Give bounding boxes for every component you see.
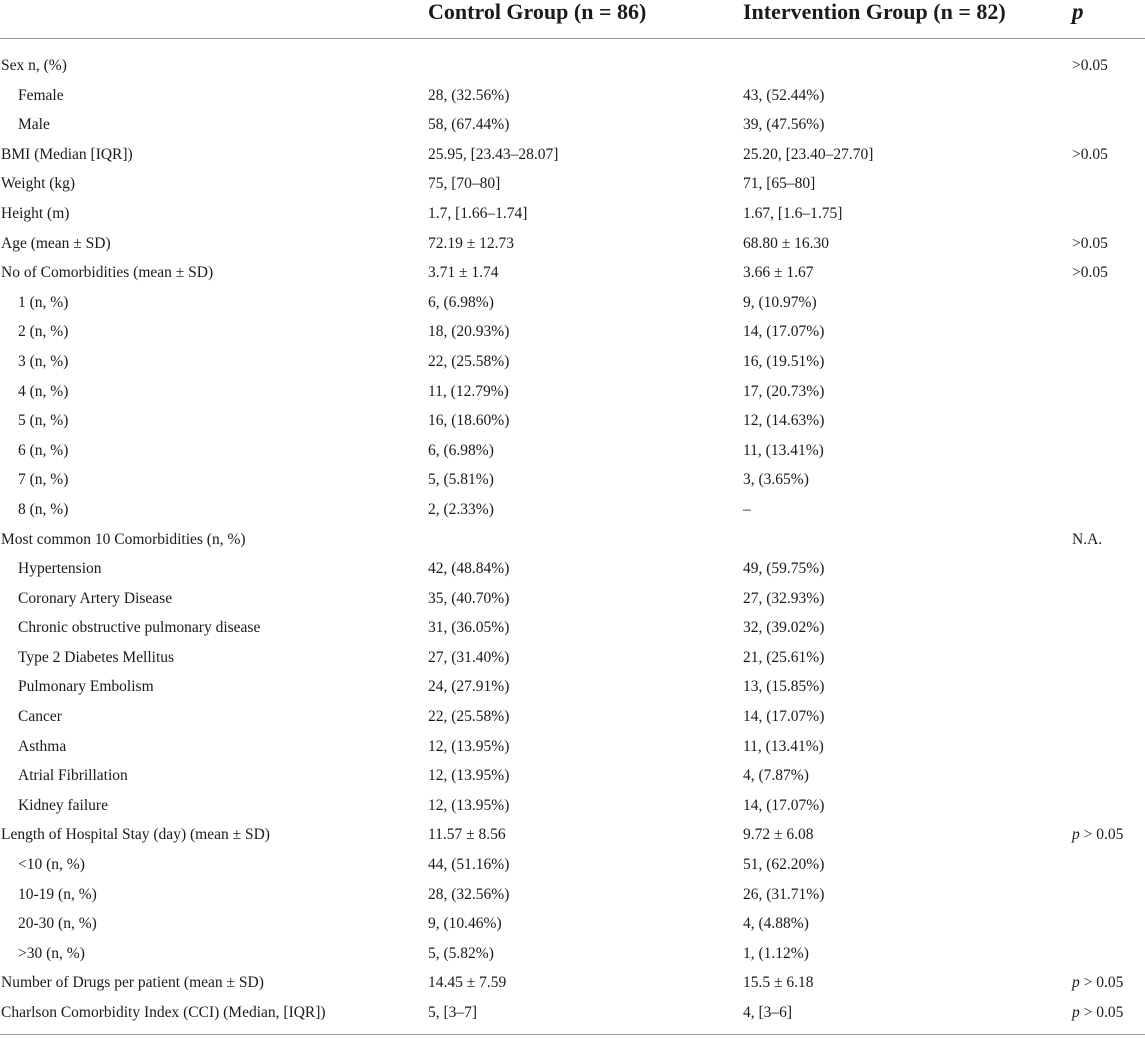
- table-row: [0, 909, 1145, 939]
- control-group-value: 24, (27.91%): [428, 678, 510, 696]
- control-group-value: 14.45 ± 7.59: [428, 974, 507, 992]
- control-group-value: 9, (10.46%): [428, 915, 502, 933]
- p-value: [1072, 347, 1145, 377]
- table-body: [0, 39, 1145, 1035]
- table-row: [0, 39, 1145, 81]
- control-group-value: 27, (31.40%): [428, 648, 510, 666]
- p-value: >0.05: [1072, 57, 1108, 74]
- table-row: [0, 554, 1145, 584]
- row-label: 4 (n, %): [18, 382, 69, 400]
- row-label: 5 (n, %): [18, 412, 69, 430]
- intervention-group-value: 26, (31.71%): [743, 885, 825, 903]
- control-group-value: 11.57 ± 8.56: [428, 826, 506, 844]
- table-row: [0, 643, 1145, 673]
- p-value: [1072, 317, 1145, 347]
- control-group-value: 16, (18.60%): [428, 412, 510, 430]
- control-group-value: 1.7, [1.66–1.74]: [428, 204, 528, 222]
- p-value: [1072, 169, 1145, 199]
- control-group-value: 75, [70–80]: [428, 175, 501, 193]
- table-row: [0, 288, 1145, 318]
- control-group-value: 5, (5.81%): [428, 471, 494, 489]
- table-row: [0, 495, 1145, 525]
- p-value: [1072, 968, 1145, 998]
- p-value: [1072, 732, 1145, 762]
- table-row: [0, 436, 1145, 466]
- control-group-value: 28, (32.56%): [428, 885, 510, 903]
- intervention-group-value: 14, (17.07%): [743, 323, 825, 341]
- table-row: [0, 169, 1145, 199]
- p-value: [1072, 288, 1145, 318]
- p-value: [1072, 939, 1145, 969]
- p-symbol: p: [1072, 1004, 1080, 1021]
- intervention-group-value: 4, (7.87%): [743, 767, 809, 785]
- row-label: Coronary Artery Disease: [18, 589, 173, 607]
- table-row: [0, 968, 1145, 998]
- intervention-group-value: 9.72 ± 6.08: [743, 826, 814, 844]
- row-label: Weight (kg): [1, 175, 76, 193]
- intervention-group-value: 21, (25.61%): [743, 648, 825, 666]
- p-value: >0.05: [1072, 264, 1108, 282]
- p-value: [1072, 761, 1145, 791]
- control-group-value: 22, (25.58%): [428, 352, 510, 370]
- table-row: [0, 880, 1145, 910]
- control-group-value: 12, (13.95%): [428, 737, 510, 755]
- row-label: No of Comorbidities (mean ± SD): [1, 264, 214, 282]
- table-row: [0, 820, 1145, 850]
- intervention-group-value: 14, (17.07%): [743, 796, 825, 814]
- table-row: [0, 229, 1145, 259]
- p-value: [1072, 584, 1145, 614]
- intervention-group-value: 14, (17.07%): [743, 708, 825, 726]
- control-group-value: 25.95, [23.43–28.07]: [428, 145, 559, 163]
- p-threshold: > 0.05: [1079, 974, 1124, 992]
- control-group-value: 35, (40.70%): [428, 589, 510, 607]
- control-group-value: [428, 525, 743, 555]
- control-group-value: 28, (32.56%): [428, 86, 510, 104]
- intervention-group-value: 43, (52.44%): [743, 86, 825, 104]
- header-label-column: [0, 0, 428, 39]
- row-label: Atrial Fibrillation: [18, 767, 128, 785]
- intervention-group-value: 1, (1.12%): [743, 944, 809, 962]
- p-value: >0.05: [1072, 234, 1108, 252]
- row-label: 1 (n, %): [18, 293, 69, 311]
- row-label: 20-30 (n, %): [18, 915, 97, 933]
- table-row: [0, 584, 1145, 614]
- p-value: N.A.: [1072, 530, 1103, 548]
- header-control-group: Control Group (n = 86): [428, 0, 743, 39]
- intervention-group-value: 11, (13.41%): [743, 441, 824, 459]
- row-label: Kidney failure: [18, 796, 108, 814]
- intervention-group-value: [743, 39, 1072, 81]
- row-label: Hypertension: [18, 560, 102, 578]
- control-group-value: 3.71 ± 1.74: [428, 264, 499, 282]
- row-label: Most common 10 Comorbidities (n, %): [1, 530, 246, 548]
- p-value: [1072, 643, 1145, 673]
- p-value: [1072, 554, 1145, 584]
- table-row: [0, 140, 1145, 170]
- intervention-group-value: 27, (32.93%): [743, 589, 825, 607]
- intervention-group-value: 4, [3–6]: [743, 998, 1072, 1034]
- intervention-group-value: 11, (13.41%): [743, 737, 824, 755]
- intervention-group-value: 1.67, [1.6–1.75]: [743, 204, 843, 222]
- table-row: [0, 347, 1145, 377]
- header-row: [0, 0, 1145, 39]
- intervention-group-value: 32, (39.02%): [743, 619, 825, 637]
- p-value: [1072, 406, 1145, 436]
- table-row: [0, 939, 1145, 969]
- intervention-group-value: 51, (62.20%): [743, 856, 825, 874]
- row-label: Chronic obstructive pulmonary disease: [18, 619, 261, 637]
- control-group-value: 2, (2.33%): [428, 500, 494, 518]
- row-label: 6 (n, %): [18, 441, 69, 459]
- row-label: Number of Drugs per patient (mean ± SD): [1, 974, 264, 992]
- table-row: [0, 110, 1145, 140]
- control-group-value: 12, (13.95%): [428, 796, 510, 814]
- table-row: [0, 525, 1145, 555]
- p-value: [1072, 998, 1145, 1034]
- control-group-value: 31, (36.05%): [428, 619, 510, 637]
- table-row: [0, 672, 1145, 702]
- control-group-value: 22, (25.58%): [428, 708, 510, 726]
- control-group-value: [428, 39, 743, 81]
- row-label: Height (m): [1, 204, 70, 222]
- control-group-value: 72.19 ± 12.73: [428, 234, 515, 252]
- row-label: Asthma: [18, 737, 67, 755]
- table-row: [0, 791, 1145, 821]
- intervention-group-value: [743, 525, 1072, 555]
- table-row: [0, 465, 1145, 495]
- row-label: Charlson Comorbidity Index (CCI) (Median, [IQR]): [0, 998, 428, 1034]
- p-value: >0.05: [1072, 145, 1108, 163]
- control-group-value: 12, (13.95%): [428, 767, 510, 785]
- row-label: Cancer: [18, 708, 62, 726]
- row-label: Pulmonary Embolism: [18, 678, 154, 696]
- table-row: [0, 377, 1145, 407]
- p-value: [1072, 820, 1145, 850]
- row-label: 10-19 (n, %): [18, 885, 97, 903]
- row-label: >30 (n, %): [18, 944, 85, 962]
- table-row: [0, 317, 1145, 347]
- table-row: [0, 850, 1145, 880]
- row-label: 2 (n, %): [18, 323, 69, 341]
- p-value: [1072, 702, 1145, 732]
- table-row: [0, 81, 1145, 111]
- row-label: <10 (n, %): [18, 856, 85, 874]
- intervention-group-value: 12, (14.63%): [743, 412, 825, 430]
- table-row: [0, 406, 1145, 436]
- control-group-value: 6, (6.98%): [428, 441, 494, 459]
- row-label: Male: [18, 116, 50, 134]
- header-p-value: p: [1072, 0, 1145, 39]
- p-symbol: p: [1072, 826, 1080, 844]
- row-label: Female: [18, 86, 64, 104]
- intervention-group-value: 17, (20.73%): [743, 382, 825, 400]
- p-value: [1072, 436, 1145, 466]
- p-threshold: > 0.05: [1079, 1004, 1124, 1021]
- p-value: [1072, 465, 1145, 495]
- table-row: [0, 998, 1145, 1034]
- p-value: [1072, 850, 1145, 880]
- intervention-group-value: 68.80 ± 16.30: [743, 234, 830, 252]
- intervention-group-value: 13, (15.85%): [743, 678, 825, 696]
- p-symbol: p: [1072, 974, 1080, 992]
- row-label: Sex n, (%): [1, 57, 67, 74]
- p-value: [1072, 880, 1145, 910]
- p-value: [1072, 377, 1145, 407]
- intervention-group-value: 9, (10.97%): [743, 293, 817, 311]
- p-value: [1072, 672, 1145, 702]
- row-label: 7 (n, %): [18, 471, 69, 489]
- control-group-value: 42, (48.84%): [428, 560, 510, 578]
- table-row: [0, 613, 1145, 643]
- row-label: Age (mean ± SD): [1, 234, 111, 252]
- row-label: Length of Hospital Stay (day) (mean ± SD): [1, 826, 270, 844]
- intervention-group-value: 39, (47.56%): [743, 116, 825, 134]
- intervention-group-value: 4, (4.88%): [743, 915, 809, 933]
- control-group-value: 58, (67.44%): [428, 116, 510, 134]
- intervention-group-value: 49, (59.75%): [743, 560, 825, 578]
- intervention-group-value: 25.20, [23.40–27.70]: [743, 145, 874, 163]
- header-intervention-group: Intervention Group (n = 82): [743, 0, 1072, 39]
- p-value: [1072, 81, 1145, 111]
- control-group-value: 5, (5.82%): [428, 944, 494, 962]
- intervention-group-value: 3, (3.65%): [743, 471, 809, 489]
- p-value: [1072, 613, 1145, 643]
- table-row: [0, 199, 1145, 229]
- intervention-group-value: 16, (19.51%): [743, 352, 825, 370]
- row-label: BMI (Median [IQR]): [1, 145, 133, 163]
- row-label: Type 2 Diabetes Mellitus: [18, 648, 175, 666]
- control-group-value: 11, (12.79%): [428, 382, 509, 400]
- row-label: 3 (n, %): [18, 352, 69, 370]
- table-row: [0, 761, 1145, 791]
- p-value: [1072, 199, 1145, 229]
- row-label: 8 (n, %): [18, 500, 69, 518]
- intervention-group-value: –: [743, 500, 751, 518]
- table-header: [0, 0, 1145, 39]
- control-group-value: 5, [3–7]: [428, 998, 743, 1034]
- intervention-group-value: 15.5 ± 6.18: [743, 974, 814, 992]
- intervention-group-value: 3.66 ± 1.67: [743, 264, 814, 282]
- p-value: [1072, 791, 1145, 821]
- p-value: [1072, 495, 1145, 525]
- control-group-value: 6, (6.98%): [428, 293, 494, 311]
- control-group-value: 18, (20.93%): [428, 323, 510, 341]
- p-value: [1072, 110, 1145, 140]
- table-row: [0, 258, 1145, 288]
- p-threshold: > 0.05: [1079, 826, 1124, 844]
- intervention-group-value: 71, [65–80]: [743, 175, 816, 193]
- table-row: [0, 732, 1145, 762]
- table-row: [0, 702, 1145, 732]
- p-value: [1072, 909, 1145, 939]
- control-group-value: 44, (51.16%): [428, 856, 510, 874]
